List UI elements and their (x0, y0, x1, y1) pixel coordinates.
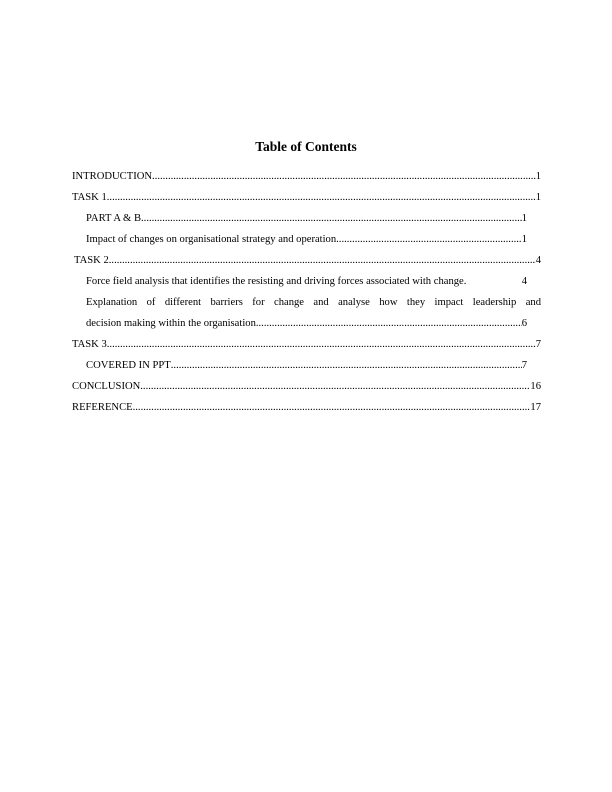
toc-page-number: 1 (535, 192, 541, 203)
toc-entry-label: CONCLUSION (72, 381, 141, 392)
toc-entry-label: TASK 3 (72, 339, 107, 350)
toc-dot-leader (152, 166, 536, 187)
toc-entry-task-2[interactable] (72, 250, 541, 271)
toc-entry-introduction[interactable] (72, 166, 541, 187)
toc-entry-label: TASK 1 (72, 192, 107, 203)
toc-entry-label: COVERED IN PPT (86, 360, 171, 371)
toc-dot-leader (107, 187, 536, 208)
toc-entry-label-line-2: decision making within the organisation (86, 318, 256, 329)
toc-entry-label: Force field analysis that identifies the resisting and driving forces associated with change. (86, 276, 467, 287)
toc-entry-conclusion[interactable] (72, 376, 541, 397)
toc-entry-label: PART A & B (86, 213, 142, 224)
toc-entry-label: Impact of changes on organisational strategy and operation (86, 234, 337, 245)
toc-entry-label: INTRODUCTION (72, 171, 153, 182)
toc-entry-task-3[interactable] (72, 334, 541, 355)
toc-entry-label-line-1: Explanation of different barriers for change and analyse how they impact leadership and (86, 297, 541, 308)
toc-entry-impact-of-changes[interactable] (72, 229, 527, 250)
toc-page-number: 7 (521, 360, 527, 371)
toc-dot-leader (336, 229, 522, 250)
toc-entry-explanation-of-barriers[interactable] (72, 292, 541, 334)
toc-page-number: 17 (530, 402, 541, 413)
toc-page-number: 1 (521, 213, 527, 224)
toc-dot-leader (107, 334, 536, 355)
toc-entry-reference[interactable] (72, 397, 541, 418)
toc-entry-covered-in-ppt[interactable] (72, 355, 527, 376)
toc-dot-leader (109, 250, 536, 271)
toc-dot-leader (171, 355, 522, 376)
table-of-contents (72, 166, 541, 418)
toc-title: Table of Contents (255, 139, 357, 154)
toc-page-number: 4 (535, 255, 541, 266)
toc-dot-leader (256, 313, 522, 334)
toc-dot-leader (141, 208, 522, 229)
toc-page-number: 16 (530, 381, 541, 392)
toc-entry-task-1[interactable] (72, 187, 541, 208)
toc-page-number: 6 (521, 318, 527, 329)
toc-dot-leader (133, 397, 531, 418)
toc-page-number: 4 (521, 276, 527, 287)
toc-entry-label: REFERENCE (72, 402, 133, 413)
toc-entry-label: TASK 2 (74, 255, 109, 266)
toc-page-number: 1 (535, 171, 541, 182)
toc-entry-label-line-2-row (86, 313, 527, 334)
toc-page-number: 1 (521, 234, 527, 245)
toc-page-number: 7 (535, 339, 541, 350)
toc-dot-leader (140, 376, 530, 397)
toc-entry-part-a-b[interactable] (72, 208, 527, 229)
toc-entry-force-field-analysis[interactable] (72, 271, 541, 292)
